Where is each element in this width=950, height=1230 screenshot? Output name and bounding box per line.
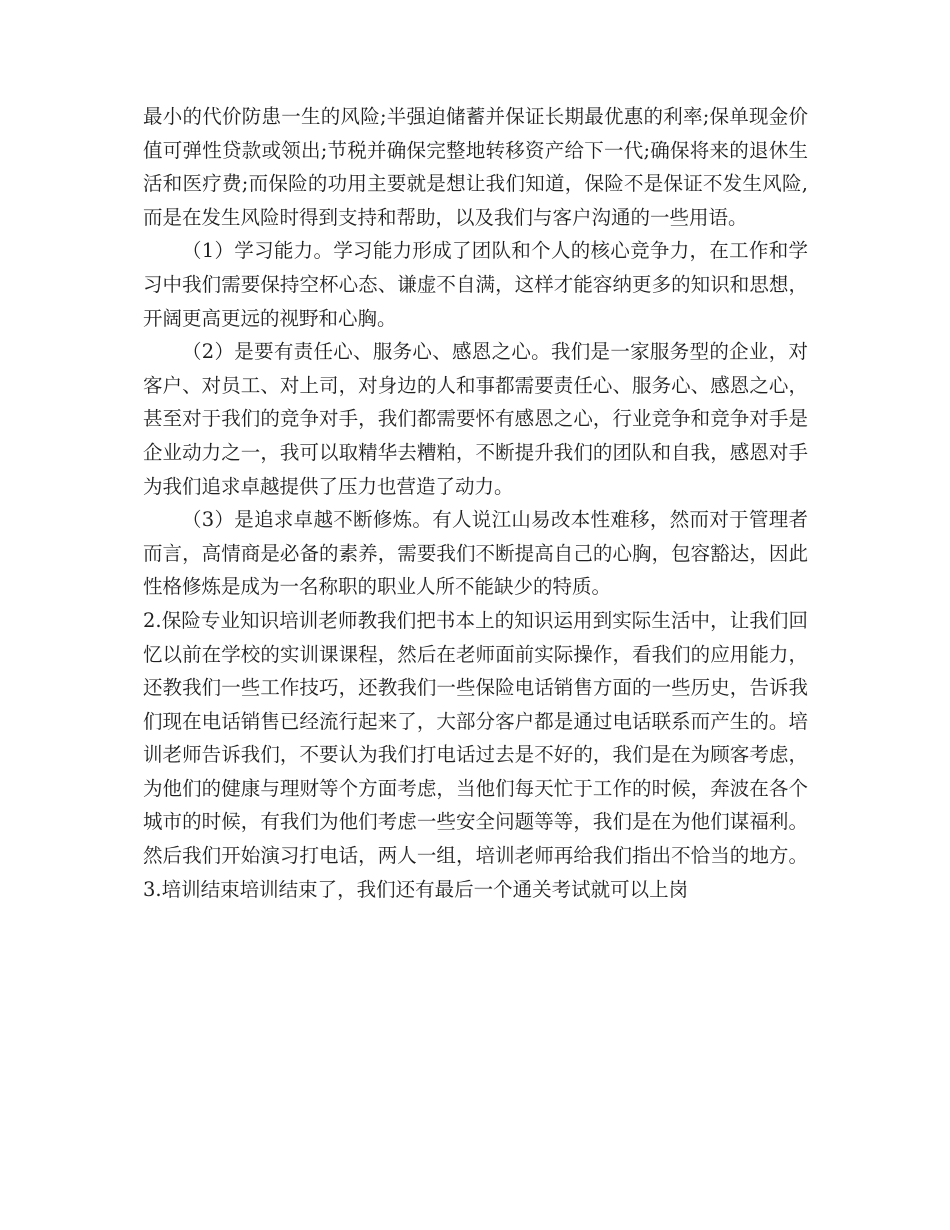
paragraph-professional-training: 2.保险专业知识培训老师教我们把书本上的知识运用到实际生活中，让我们回忆以前在学校的实训课课程，然后在老师面前实际操作，看我们的应用能力，还教我们一些工作技巧，还教我们一些保险电话销售方面的一些历史，告诉我们现在电话销售已经流行起来了，大部分客户都是通过电话联系而产生的。培训老师告诉我们，不要认为我们打电话过去是不好的，我们是在为顾客考虑，为他们的健康与理财等个方面考虑，当他们每天忙于工作的时候，奔波在各个城市的时候，有我们为他们考虑一些安全问题等等，我们是在为他们谋福利。然后我们开始演习打电话，两人一组，培训老师再给我们指出不恰当的地方。3.培训结束培训结束了，我们还有最后一个通关考试就可以上岗 <box>143 608 808 901</box>
paragraph-learning-ability: （1）学习能力。学习能力形成了团队和个人的核心竞争力，在工作和学习中我们需要保持空杯心态、谦虚不自满，这样才能容纳更多的知识和思想，开阔更高更远的视野和心胸。 <box>143 239 808 330</box>
paragraph-insurance-benefits: 最小的代价防患一生的风险;半强迫储蓄并保证长期最优惠的利率;保单现金价值可弹性贷款或领出;节税并确保完整地转移资产给下一代;确保将来的退休生活和医疗费;而保险的功用主要就是想让我们知道，保险不是保证不发生风险,而是在发生风险时得到支持和帮助，以及我们与客户沟通的一些用语。 <box>143 105 808 229</box>
paragraph-responsibility: （2）是要有责任心、服务心、感恩之心。我们是一家服务型的企业，对客户、对员工、对上司，对身边的人和事都需要责任心、服务心、感恩之心，甚至对于我们的竞争对手，我们都需要怀有感恩之心，行业竞争和竞争对手是企业动力之一，我可以取精华去糟粕，不断提升我们的团队和自我，感恩对手为我们追求卓越提供了压力也营造了动力。 <box>143 340 808 498</box>
paragraph-pursue-excellence: （3）是追求卓越不断修炼。有人说江山易改本性难移，然而对于管理者而言，高情商是必备的素养，需要我们不断提高自己的心胸，包容豁达，因此性格修炼是成为一名称职的职业人所不能缺少的特质。 <box>143 508 808 599</box>
document-body <box>143 100 808 906</box>
